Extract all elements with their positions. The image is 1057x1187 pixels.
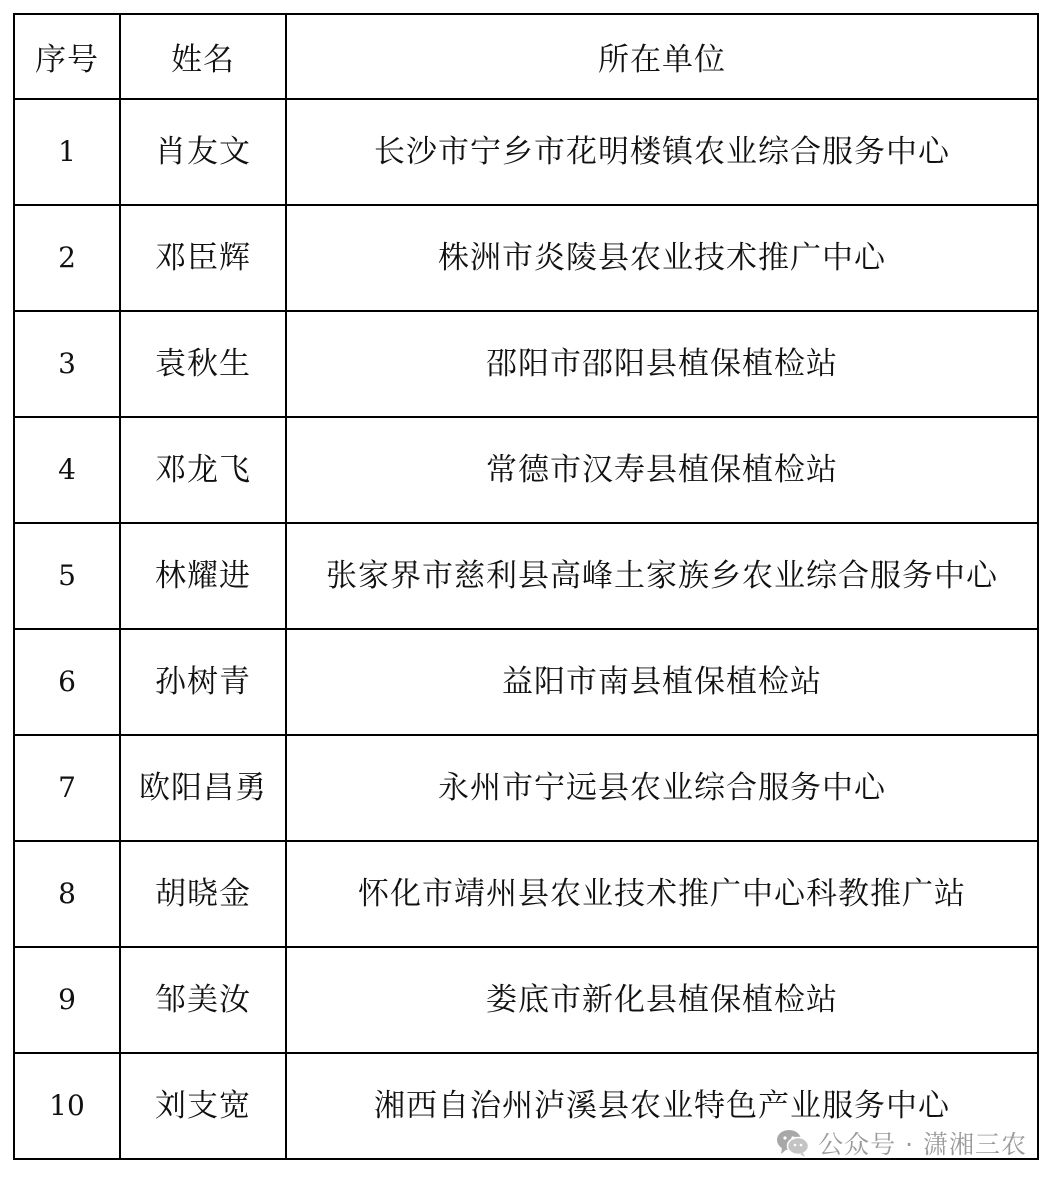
row-num: 3 xyxy=(14,311,120,417)
row-unit: 湘西自治州泸溪县农业特色产业服务中心 xyxy=(286,1053,1038,1159)
table-row xyxy=(14,523,1038,629)
header-row xyxy=(14,14,1038,99)
table-row xyxy=(14,947,1038,1053)
row-name: 肖友文 xyxy=(120,99,286,205)
row-unit: 长沙市宁乡市花明楼镇农业综合服务中心 xyxy=(286,99,1038,205)
table-row xyxy=(14,417,1038,523)
row-unit: 永州市宁远县农业综合服务中心 xyxy=(286,735,1038,841)
row-num: 6 xyxy=(14,629,120,735)
row-num: 9 xyxy=(14,947,120,1053)
table-row xyxy=(14,629,1038,735)
row-num: 5 xyxy=(14,523,120,629)
watermark-text: 公众号 · 潇湘三农 xyxy=(818,1130,1027,1159)
row-num: 2 xyxy=(14,205,120,311)
header-name: 姓名 xyxy=(120,14,286,99)
row-name: 邓臣辉 xyxy=(120,205,286,311)
row-name: 袁秋生 xyxy=(120,311,286,417)
row-num: 8 xyxy=(14,841,120,947)
personnel-table xyxy=(13,13,1039,1160)
row-name: 邹美汝 xyxy=(120,947,286,1053)
header-unit: 所在单位 xyxy=(286,14,1038,99)
row-unit: 怀化市靖州县农业技术推广中心科教推广站 xyxy=(286,841,1038,947)
row-name: 胡晓金 xyxy=(120,841,286,947)
table-row xyxy=(14,735,1038,841)
row-unit: 娄底市新化县植保植检站 xyxy=(286,947,1038,1053)
row-name: 邓龙飞 xyxy=(120,417,286,523)
table-header xyxy=(14,14,1038,99)
row-num: 7 xyxy=(14,735,120,841)
row-unit: 常德市汉寿县植保植检站 xyxy=(286,417,1038,523)
row-unit: 邵阳市邵阳县植保植检站 xyxy=(286,311,1038,417)
table-row xyxy=(14,311,1038,417)
row-name: 刘支宽 xyxy=(120,1053,286,1159)
row-unit: 益阳市南县植保植检站 xyxy=(286,629,1038,735)
row-unit: 张家界市慈利县高峰土家族乡农业综合服务中心 xyxy=(286,523,1038,629)
header-num: 序号 xyxy=(14,14,120,99)
table-body xyxy=(14,99,1038,1159)
row-unit: 株洲市炎陵县农业技术推广中心 xyxy=(286,205,1038,311)
table-row xyxy=(14,99,1038,205)
table-row xyxy=(14,1053,1038,1159)
table-row xyxy=(14,205,1038,311)
table-row xyxy=(14,841,1038,947)
row-name: 林耀进 xyxy=(120,523,286,629)
row-num: 10 xyxy=(14,1053,120,1159)
row-num: 4 xyxy=(14,417,120,523)
row-num: 1 xyxy=(14,99,120,205)
row-name: 孙树青 xyxy=(120,629,286,735)
row-name: 欧阳昌勇 xyxy=(120,735,286,841)
